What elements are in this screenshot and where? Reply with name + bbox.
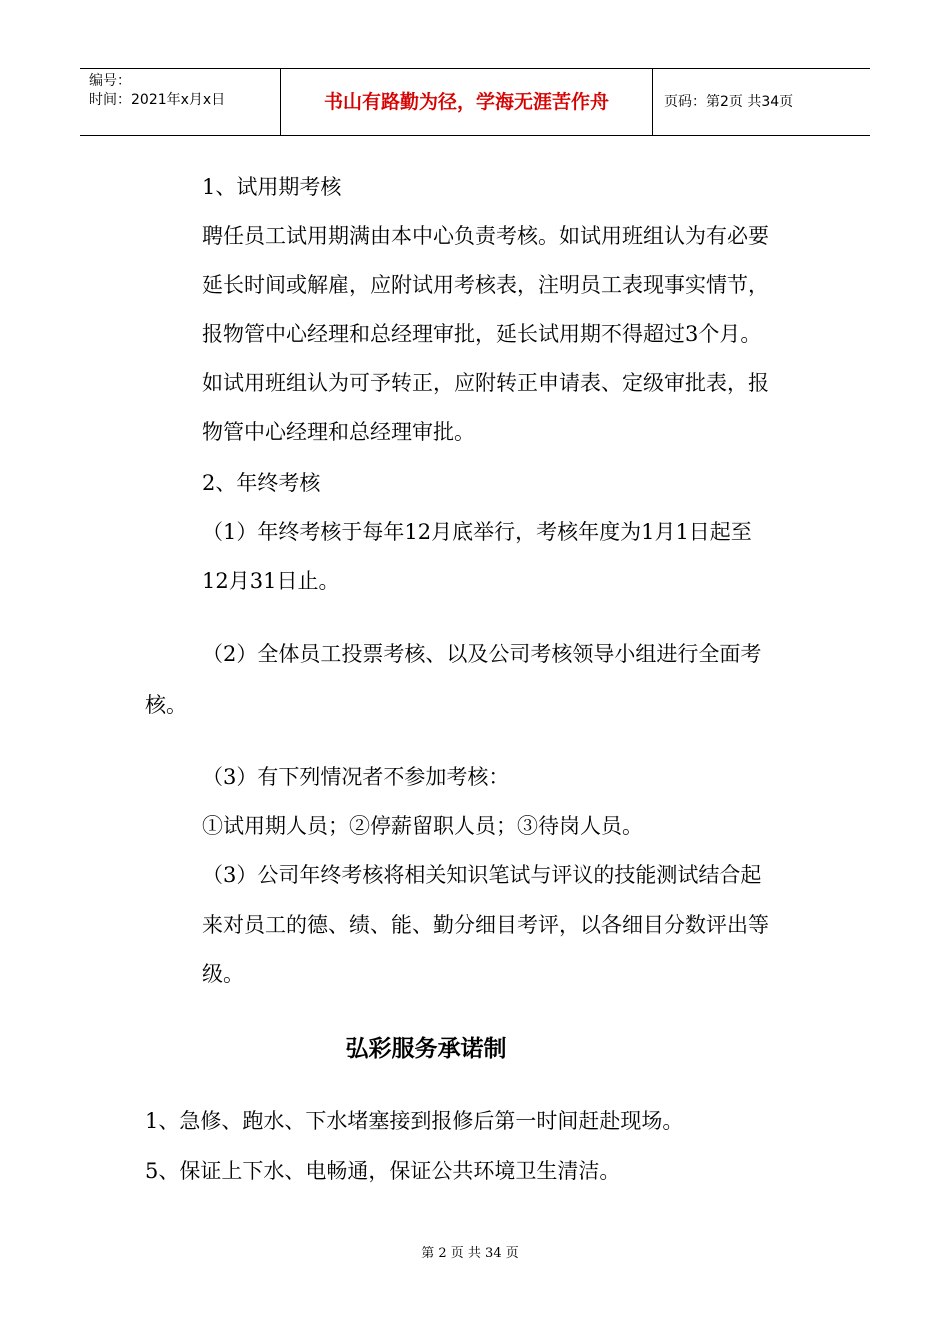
body-line: 2、年终考核 [202,471,321,495]
header-meta [80,69,280,135]
body-line: 1、试用期考核 [202,175,342,199]
section-title: 弘彩服务承诺制 [345,1036,507,1062]
body-line: 延长时间或解雇，应附试用考核表，注明员工表现事实情节， [202,273,769,297]
body-line: 报物管中心经理和总经理审批，延长试用期不得超过3个月。 [202,322,762,346]
body-line: 如试用班组认为可予转正，应附转正申请表、定级审批表，报 [202,371,769,395]
body-line: 级。 [202,962,244,986]
commitment-item: 5、保证上下水、电畅通，保证公共环境卫生清洁。 [145,1159,621,1183]
commitment-item: 1、急修、跑水、下水堵塞接到报修后第一时间赶赴现场。 [145,1109,684,1133]
body-line: 来对员工的德、绩、能、勤分细目考评，以各细目分数评出等 [202,913,769,937]
body-line: （3）有下列情况者不参加考核： [202,765,510,789]
header-page-number: 页码：第2页 共34页 [664,94,794,110]
page-header [80,68,870,136]
body-line: 物管中心经理和总经理审批。 [202,420,475,444]
page-footer: 第 2 页 共 34 页 [421,1246,519,1261]
header-motto: 书山有路勤为径，学海无涯苦作舟 [280,69,653,135]
body-line: （3）公司年终考核将相关知识笔试与评议的技能测试结合起 [202,863,762,887]
document-number-label: 编号： [89,73,131,89]
body-line: 核。 [145,693,187,717]
body-line: 聘任员工试用期满由本中心负责考核。如试用班组认为有必要 [202,224,769,248]
document-time-label: 时间：2021年x月x日 [89,92,226,108]
body-line: 12月31日止。 [202,569,340,593]
body-line: （2）全体员工投票考核、以及公司考核领导小组进行全面考 [202,642,762,666]
body-line: （1）年终考核于每年12月底举行，考核年度为1月1日起至 [202,520,752,544]
body-line: ①试用期人员；②停薪留职人员；③待岗人员。 [202,814,643,838]
